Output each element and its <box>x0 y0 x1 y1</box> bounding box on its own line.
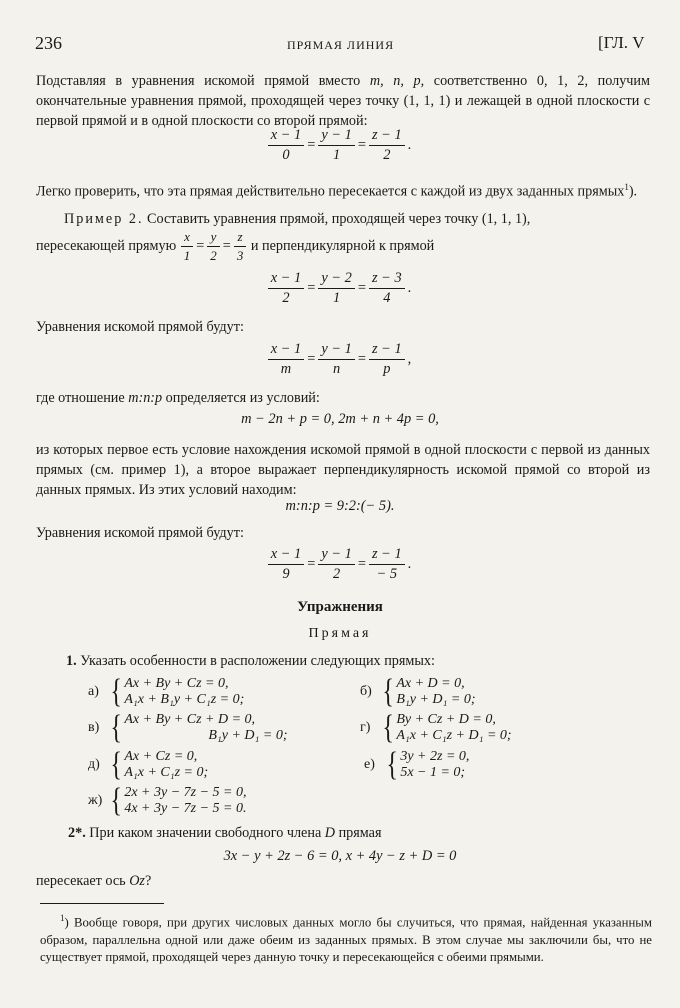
system-zh: ж) { 2x + 3y − 7z − 5 = 0, 4x + 3y − 7z − 5 = 0. <box>88 782 247 819</box>
fraction: $\frac{x - 1}{0}$ <box>268 127 305 164</box>
system-g: г) { By + Cz + D = 0, A₁x + C₁z + D₁ = 0; <box>360 709 512 746</box>
paragraph-6: из которых первое есть условие нахождения искомой прямой в одной плоскости с первой из данных прямых (см. пример 1), а второе выражает перпендикулярность искомой прямой со второй из данных прямых. Из этих условий находим: <box>36 442 650 498</box>
example-2-line2: пересекающей прямую $\frac{x}{1}$ = $\frac{y}{2}$ = $\frac{z}{3}$ и перпендикулярной к прямой <box>36 229 435 263</box>
paragraph-7: Уравнения искомой прямой будут: <box>36 525 244 541</box>
paragraph-2: Легко проверить, что эта прямая действительно пересекается с каждой из двух заданных прямых$^1$). <box>36 182 638 200</box>
paragraph-1: Подставляя в уравнения искомой прямой вместо m, n, p, соответственно 0, 1, 2, получим окончательные уравнения прямой, проходящей через точку (1, 1, 1) и лежащей в одной плоскости с первой прямой и в одной плоскости со второй прямой: <box>36 73 651 129</box>
equation-2: $\frac{x - 1}{2}$ = $\frac{y - 2}{1}$ = $\frac{z - 3}{4}$ . <box>0 270 680 307</box>
equation-3: $\frac{x - 1}{m}$ = $\frac{y - 1}{n}$ = $\frac{z - 1}{p}$ , <box>0 341 680 378</box>
equation-4: m − 2n + p = 0, 2m + n + 4p = 0, <box>241 411 439 427</box>
page-number: 236 <box>35 33 62 53</box>
system-v: в) { Ax + By + Cz + D = 0, B₁y + D₁ = 0; <box>88 709 288 746</box>
footnote: $^1$) Вообще говоря, при других числовых данных могло бы случиться, что прямая, найденная указанным образом, параллельна одной или даже обеим из заданных прямых. В этом случае мы заключили бы, что не существует прямой, проходящей через данную точку и пересекающейся с обеими прямыми. <box>40 913 652 965</box>
running-title: ПРЯМАЯ ЛИНИЯ <box>287 38 395 52</box>
equation-1: $\frac{x - 1}{0}$ = $\frac{y - 1}{1}$ = $\frac{z - 1}{2}$ . <box>0 127 680 164</box>
fraction: $\frac{y - 1}{1}$ <box>318 127 355 164</box>
system-d: д) { Ax + Cz = 0, A₁x + C₁z = 0; <box>88 746 209 783</box>
exercise-2: 2*. При каком значении свободного члена D прямая <box>68 825 382 841</box>
system-b: б) { Ax + D = 0, B₁y + D₁ = 0; <box>360 673 476 710</box>
equation-5: m:n:p = 9:2:(− 5). <box>285 498 395 514</box>
section-subtitle: Прямая <box>308 626 372 641</box>
exercise-2-tail: пересекает ось Oz? <box>36 873 152 889</box>
example-2-line: Пример 2. Составить уравнения прямой, проходящей через точку (1, 1, 1), <box>64 211 531 227</box>
paragraph-4: Уравнения искомой прямой будут: <box>36 319 244 335</box>
equation-6: $\frac{x - 1}{9}$ = $\frac{y - 1}{2}$ = $\frac{z - 1}{- 5}$ . <box>0 546 680 583</box>
exercise-1: 1. Указать особенности в расположении следующих прямых: <box>66 653 435 669</box>
footnote-rule <box>40 903 164 904</box>
section-title: Упражнения <box>297 599 383 615</box>
system-a: а) { Ax + By + Cz = 0, A₁x + B₁y + C₁z = 0; <box>88 673 245 710</box>
exercise-2-equation: 3x − y + 2z − 6 = 0, x + 4y − z + D = 0 <box>223 848 457 864</box>
chapter-label: [ГЛ. V <box>598 33 645 52</box>
system-e: е) { 3y + 2z = 0, 5x − 1 = 0; <box>364 746 470 783</box>
paragraph-5: где отношение m:n:p определяется из условий: <box>36 390 320 406</box>
fraction: $\frac{z - 1}{2}$ <box>369 127 405 164</box>
